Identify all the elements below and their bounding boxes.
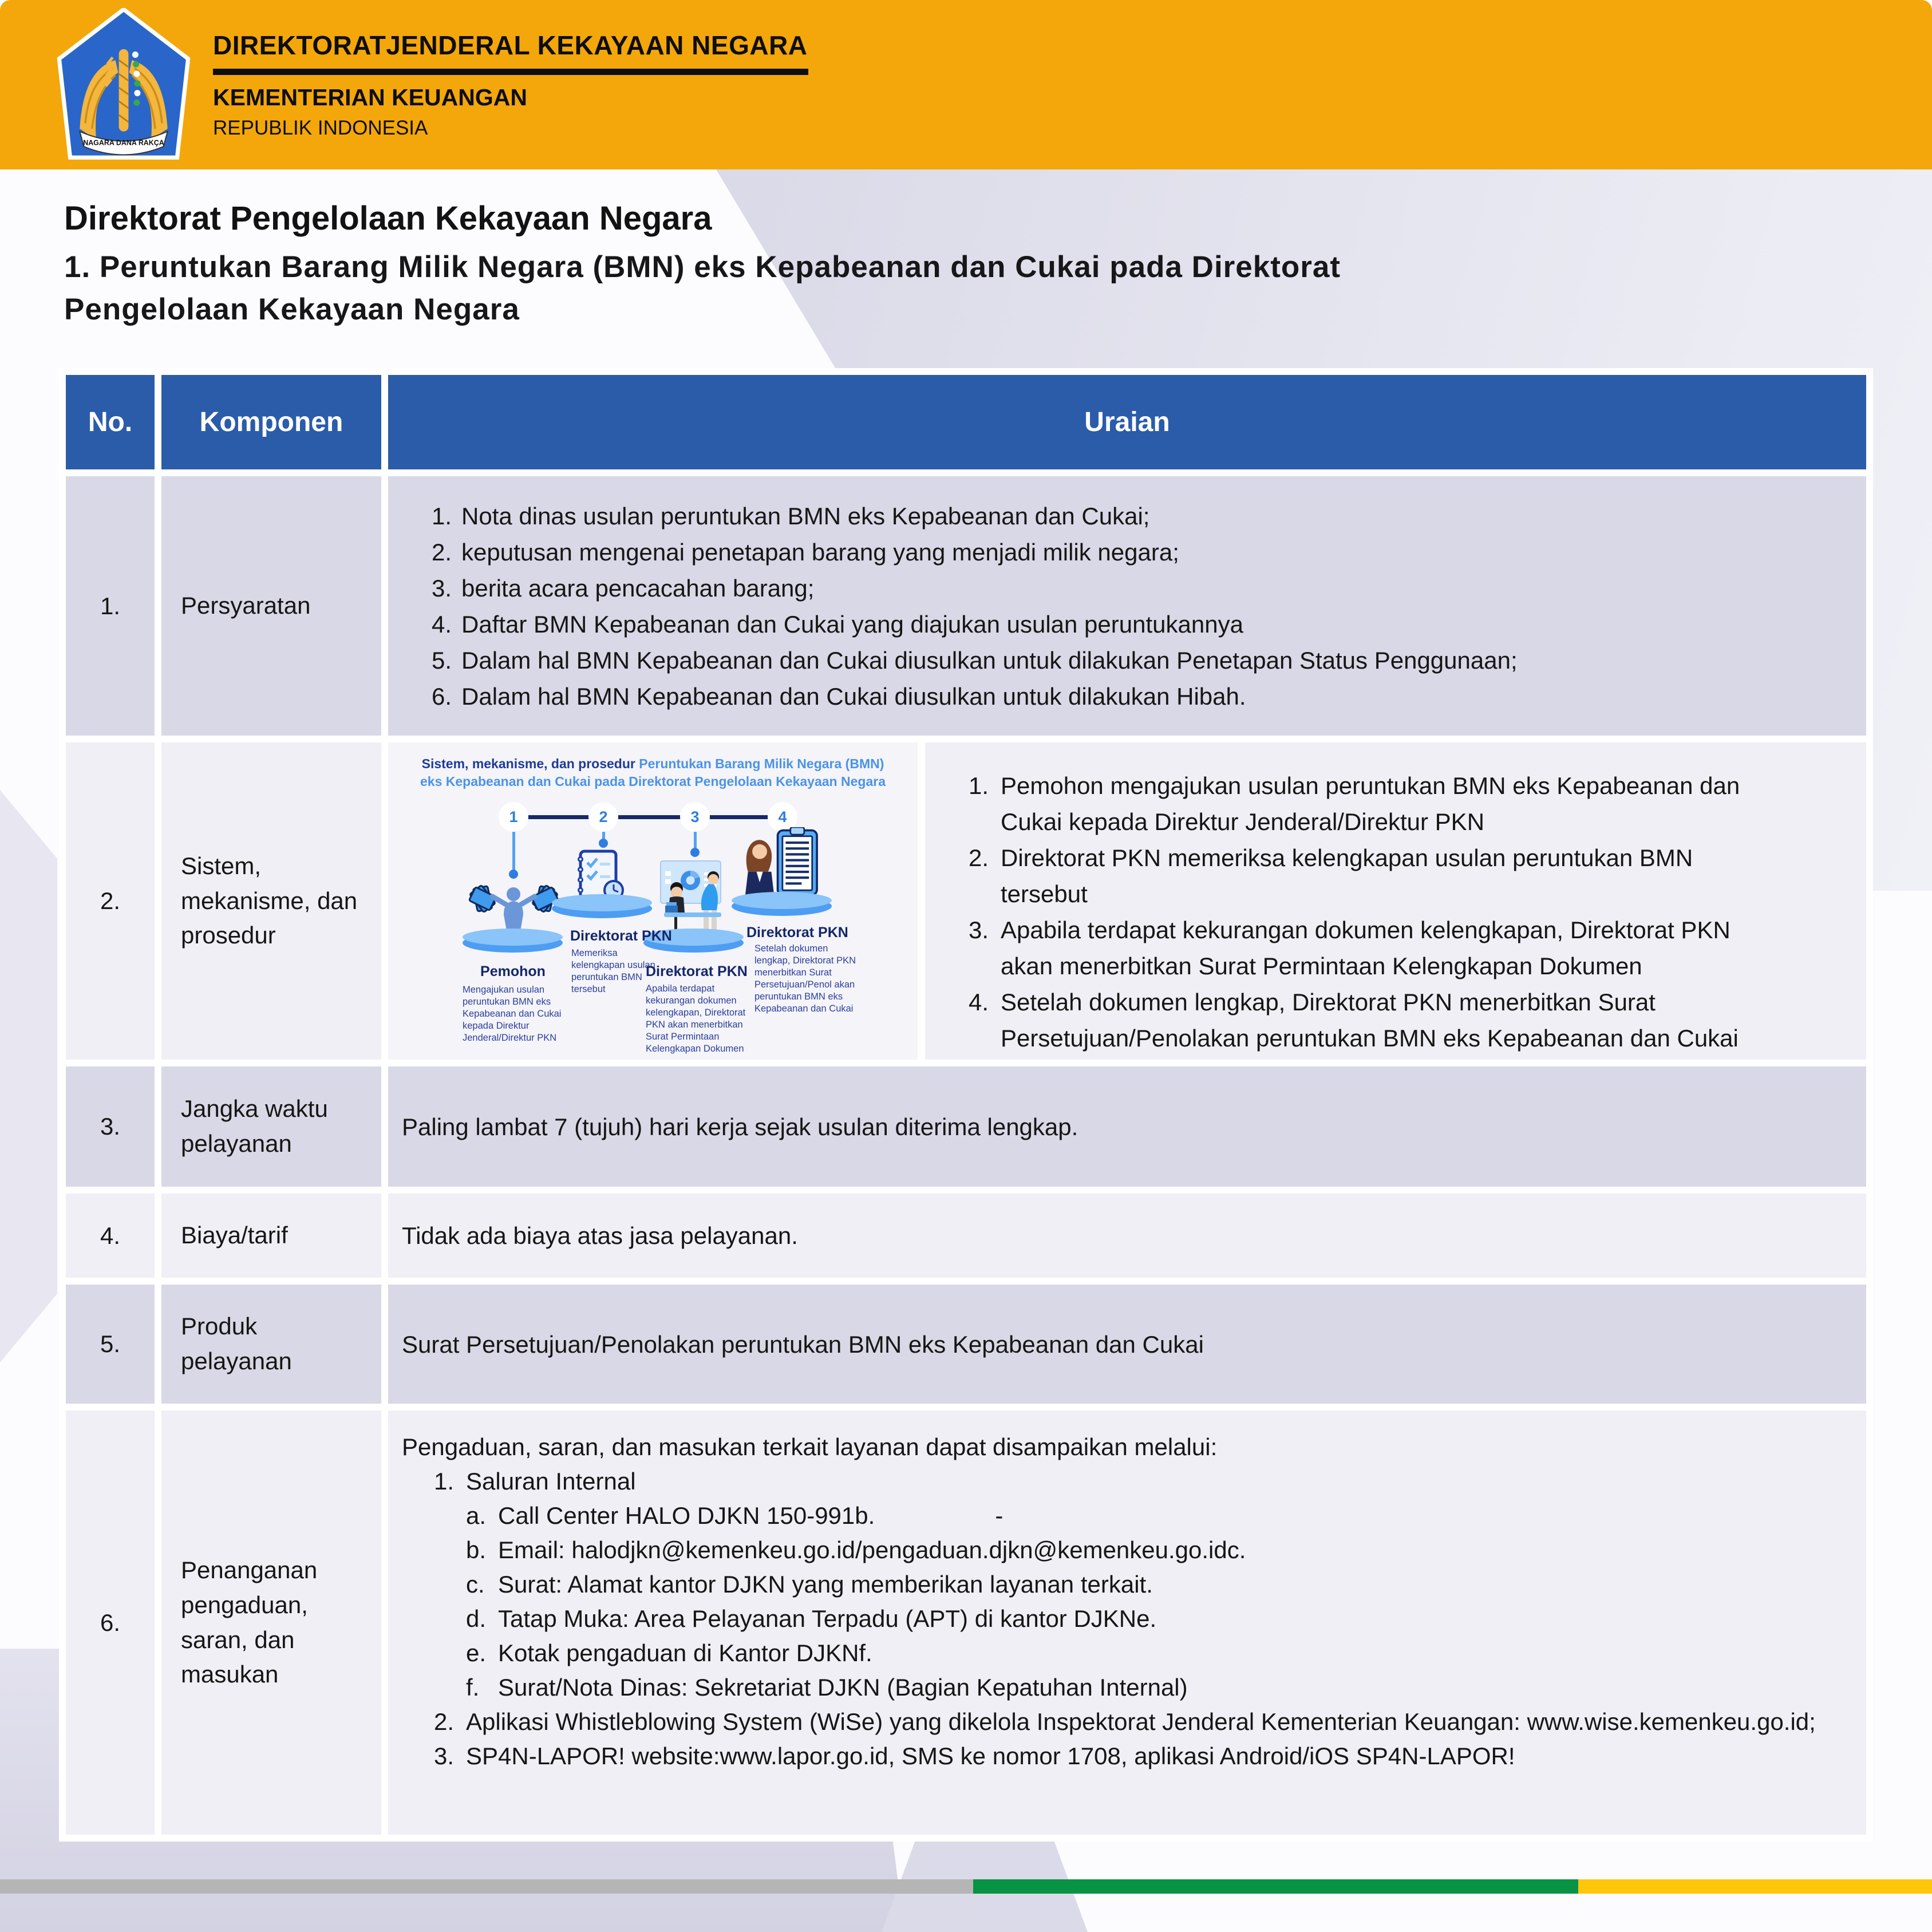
persyaratan-list [432, 498, 1518, 714]
platform-icon [552, 891, 652, 919]
row6-no-cell: 6. [66, 1411, 155, 1835]
list-item: 2. Direktorat PKN memeriksa kelengkapan usulan peruntukan BMN tersebut [969, 844, 1693, 907]
review-desk-icon [645, 860, 745, 934]
row2-no-cell: 2. [66, 742, 155, 1060]
background-shape-mid-left [0, 790, 57, 1362]
timeline-line [513, 815, 783, 819]
row2-uraian-cell [388, 742, 1866, 1060]
row1-no-cell: 1. [66, 476, 155, 736]
row2-komponen-cell: Sistem, mekanisme, dan prosedur [161, 742, 381, 1060]
step-circle-1: 1 [499, 802, 528, 832]
column-header-uraian: Uraian [388, 375, 1866, 469]
clipboard-officer-icon [737, 827, 826, 899]
list-item: 6. Dalam hal BMN Kepabeanan dan Cukai diusulkan untuk dilakukan Hibah. [432, 682, 1246, 710]
step-desc: Apabila terdapat kekurangan dokumen kelengkapan, Direktorat PKN akan menerbitkan Surat Permintaan Kelengkapan Dokumen [646, 983, 746, 1054]
dot-3 [690, 848, 700, 857]
step-desc: Setelah dokumen lengkap, Direktorat PKN menerbitkan Surat Persetujuan/Penol akan peruntukan BMN eks Kepabeanan dan Cukai [754, 943, 856, 1014]
list-item: c. Surat: Alamat kantor DJKN yang memberikan layanan terkait. [466, 1571, 1153, 1598]
list-item: a. Call Center HALO DJKN 150-991b. - [466, 1502, 1003, 1529]
list-item: 4. Setelah dokumen lengkap, Direktorat PKN menerbitkan Surat Persetujuan/Penolakan peruntukan BMN eks Kepabeanan dan Cukai [969, 989, 1739, 1052]
platform-icon [732, 889, 832, 916]
row3-komponen-cell: Jangka waktu pelayanan [161, 1066, 381, 1187]
step-desc: Mengajukan usulan peruntukan BMN eks Kepabeanan dan Cukai kepada Direktur Jenderal/Direktur PKN [463, 985, 562, 1043]
row5-uraian-cell: Surat Persetujuan/Penolakan peruntukan BMN eks Kepabeanan dan Cukai [388, 1285, 1866, 1404]
row3-no-cell: 3. [66, 1066, 155, 1187]
row6-komponen-cell: Penanganan pengaduan, saran, dan masukan [161, 1411, 381, 1835]
header-underline [213, 69, 808, 75]
list-item: 1. Pemohon mengajukan usulan peruntukan BMN eks Kepabeanan dan Cukai kepada Direktur Jenderal/Direktur PKN [969, 772, 1740, 835]
list-item: 5. Dalam hal BMN Kepabeanan dan Cukai diusulkan untuk dilakukan Penetapan Status Penggunaan; [432, 646, 1518, 674]
row5-komponen-cell: Produk pelayanan [161, 1285, 381, 1404]
step-circle-3: 3 [680, 802, 710, 832]
footer-yellow-segment [1578, 1879, 1932, 1894]
republic-name: REPUBLIK INDONESIA [213, 117, 428, 139]
pengaduan-intro: Pengaduan, saran, dan masukan terkait layanan dapat disampaikan melalui: [402, 1433, 1218, 1460]
step-label: Direktorat PKN [746, 924, 848, 941]
list-item: 4. Daftar BMN Kepabeanan dan Cukai yang diajukan usulan peruntukannya [432, 610, 1243, 638]
agency-name: DIREKTORATJENDERAL KEKAYAAN NEGARA [213, 30, 808, 60]
step-label: Direktorat PKN [646, 963, 748, 979]
stem-1 [512, 832, 515, 871]
list-item: e. Kotak pengaduan di Kantor DJKNf. [466, 1639, 872, 1666]
platform-icon [463, 926, 563, 953]
stem-3 [694, 832, 697, 849]
service-standard-table [59, 368, 1873, 1842]
logo-motto-text: NAGARA DANA RAKÇA [83, 139, 164, 147]
footer-gray-segment [0, 1879, 973, 1894]
row4-komponen-cell: Biaya/tarif [161, 1194, 381, 1278]
flow-diagram [388, 742, 918, 1060]
list-item: 3. berita acara pencacahan barang; [432, 574, 815, 602]
dot-2 [599, 839, 608, 848]
step-desc: Memeriksa kelengkapan usulan peruntukan BMN tersebut [571, 948, 655, 994]
row1-komponen-cell: Persyaratan [161, 476, 381, 736]
row6-uraian-cell [388, 1411, 1866, 1835]
agency-header-text [213, 30, 808, 140]
kemenkeu-logo-icon [55, 8, 192, 160]
row3-uraian-cell: Paling lambat 7 (tujuh) hari kerja sejak usulan diterima lengkap. [388, 1066, 1866, 1187]
prosedur-steps-list [925, 742, 1866, 1060]
list-item: 3. Apabila terdapat kekurangan dokumen kelengkapan, Direktorat PKN akan menerbitkan Surat Permintaan Kelengkapan Dokumen [969, 916, 1730, 979]
dash: - [995, 1502, 1003, 1529]
list-item: 1. Saluran Internal [434, 1468, 636, 1495]
row4-uraian-cell: Tidak ada biaya atas jasa pelayanan. [388, 1194, 1866, 1278]
list-item: b. Email: halodjkn@kemenkeu.go.id/pengaduan.djkn@kemenkeu.go.idc. [466, 1536, 1246, 1563]
footer-green-segment [973, 1879, 1578, 1894]
page-subtitle: 1. Peruntukan Barang Milik Negara (BMN) eks Kepabeanan dan Cukai pada Direktorat Pengelolaan Kekayaan Negara [64, 250, 1341, 327]
step-label: Direktorat PKN [570, 928, 672, 944]
diagram-title: Sistem, mekanisme, dan prosedur Peruntukan Barang Milik Negara (BMN) eks Kepabeanan dan Cukai pada Direktorat Pengelolaan Kekayaan Negara [420, 756, 886, 789]
list-item: 2. keputusan mengenai penetapan barang yang menjadi milik negara; [432, 538, 1179, 566]
ministry-name: KEMENTERIAN KEUANGAN [213, 84, 527, 110]
row4-no-cell: 4. [66, 1194, 155, 1278]
list-item: 2. Aplikasi Whistleblowing System (WiSe) yang dikelola Inspektorat Jenderal Kementerian Keuangan: www.wise.kemenkeu.go.id; [434, 1708, 1816, 1735]
page-title: Direktorat Pengelolaan Kekayaan Negara [64, 200, 712, 237]
list-item: f. Surat/Nota Dinas: Sekretariat DJKN (Bagian Kepatuhan Internal) [466, 1674, 1188, 1701]
agency-header-band [0, 0, 1932, 169]
footer-bar [0, 1879, 1932, 1894]
step-label: Pemohon [480, 963, 546, 979]
column-header-komponen: Komponen [161, 375, 381, 469]
list-item: 3. SP4N-LAPOR! website:www.lapor.go.id, SMS ke nomor 1708, aplikasi Android/iOS SP4N-LAPOR! [434, 1743, 1515, 1769]
step-circle-4: 4 [768, 802, 797, 832]
list-item: 1. Nota dinas usulan peruntukan BMN eks Kepabeanan dan Cukai; [432, 502, 1150, 530]
row5-no-cell: 5. [66, 1285, 155, 1404]
column-header-no: No. [66, 375, 155, 469]
row1-uraian-cell [388, 476, 1866, 736]
list-item: d. Tatap Muka: Area Pelayanan Terpadu (APT) di kantor DJKNe. [466, 1605, 1157, 1632]
step-circle-2: 2 [588, 802, 618, 832]
